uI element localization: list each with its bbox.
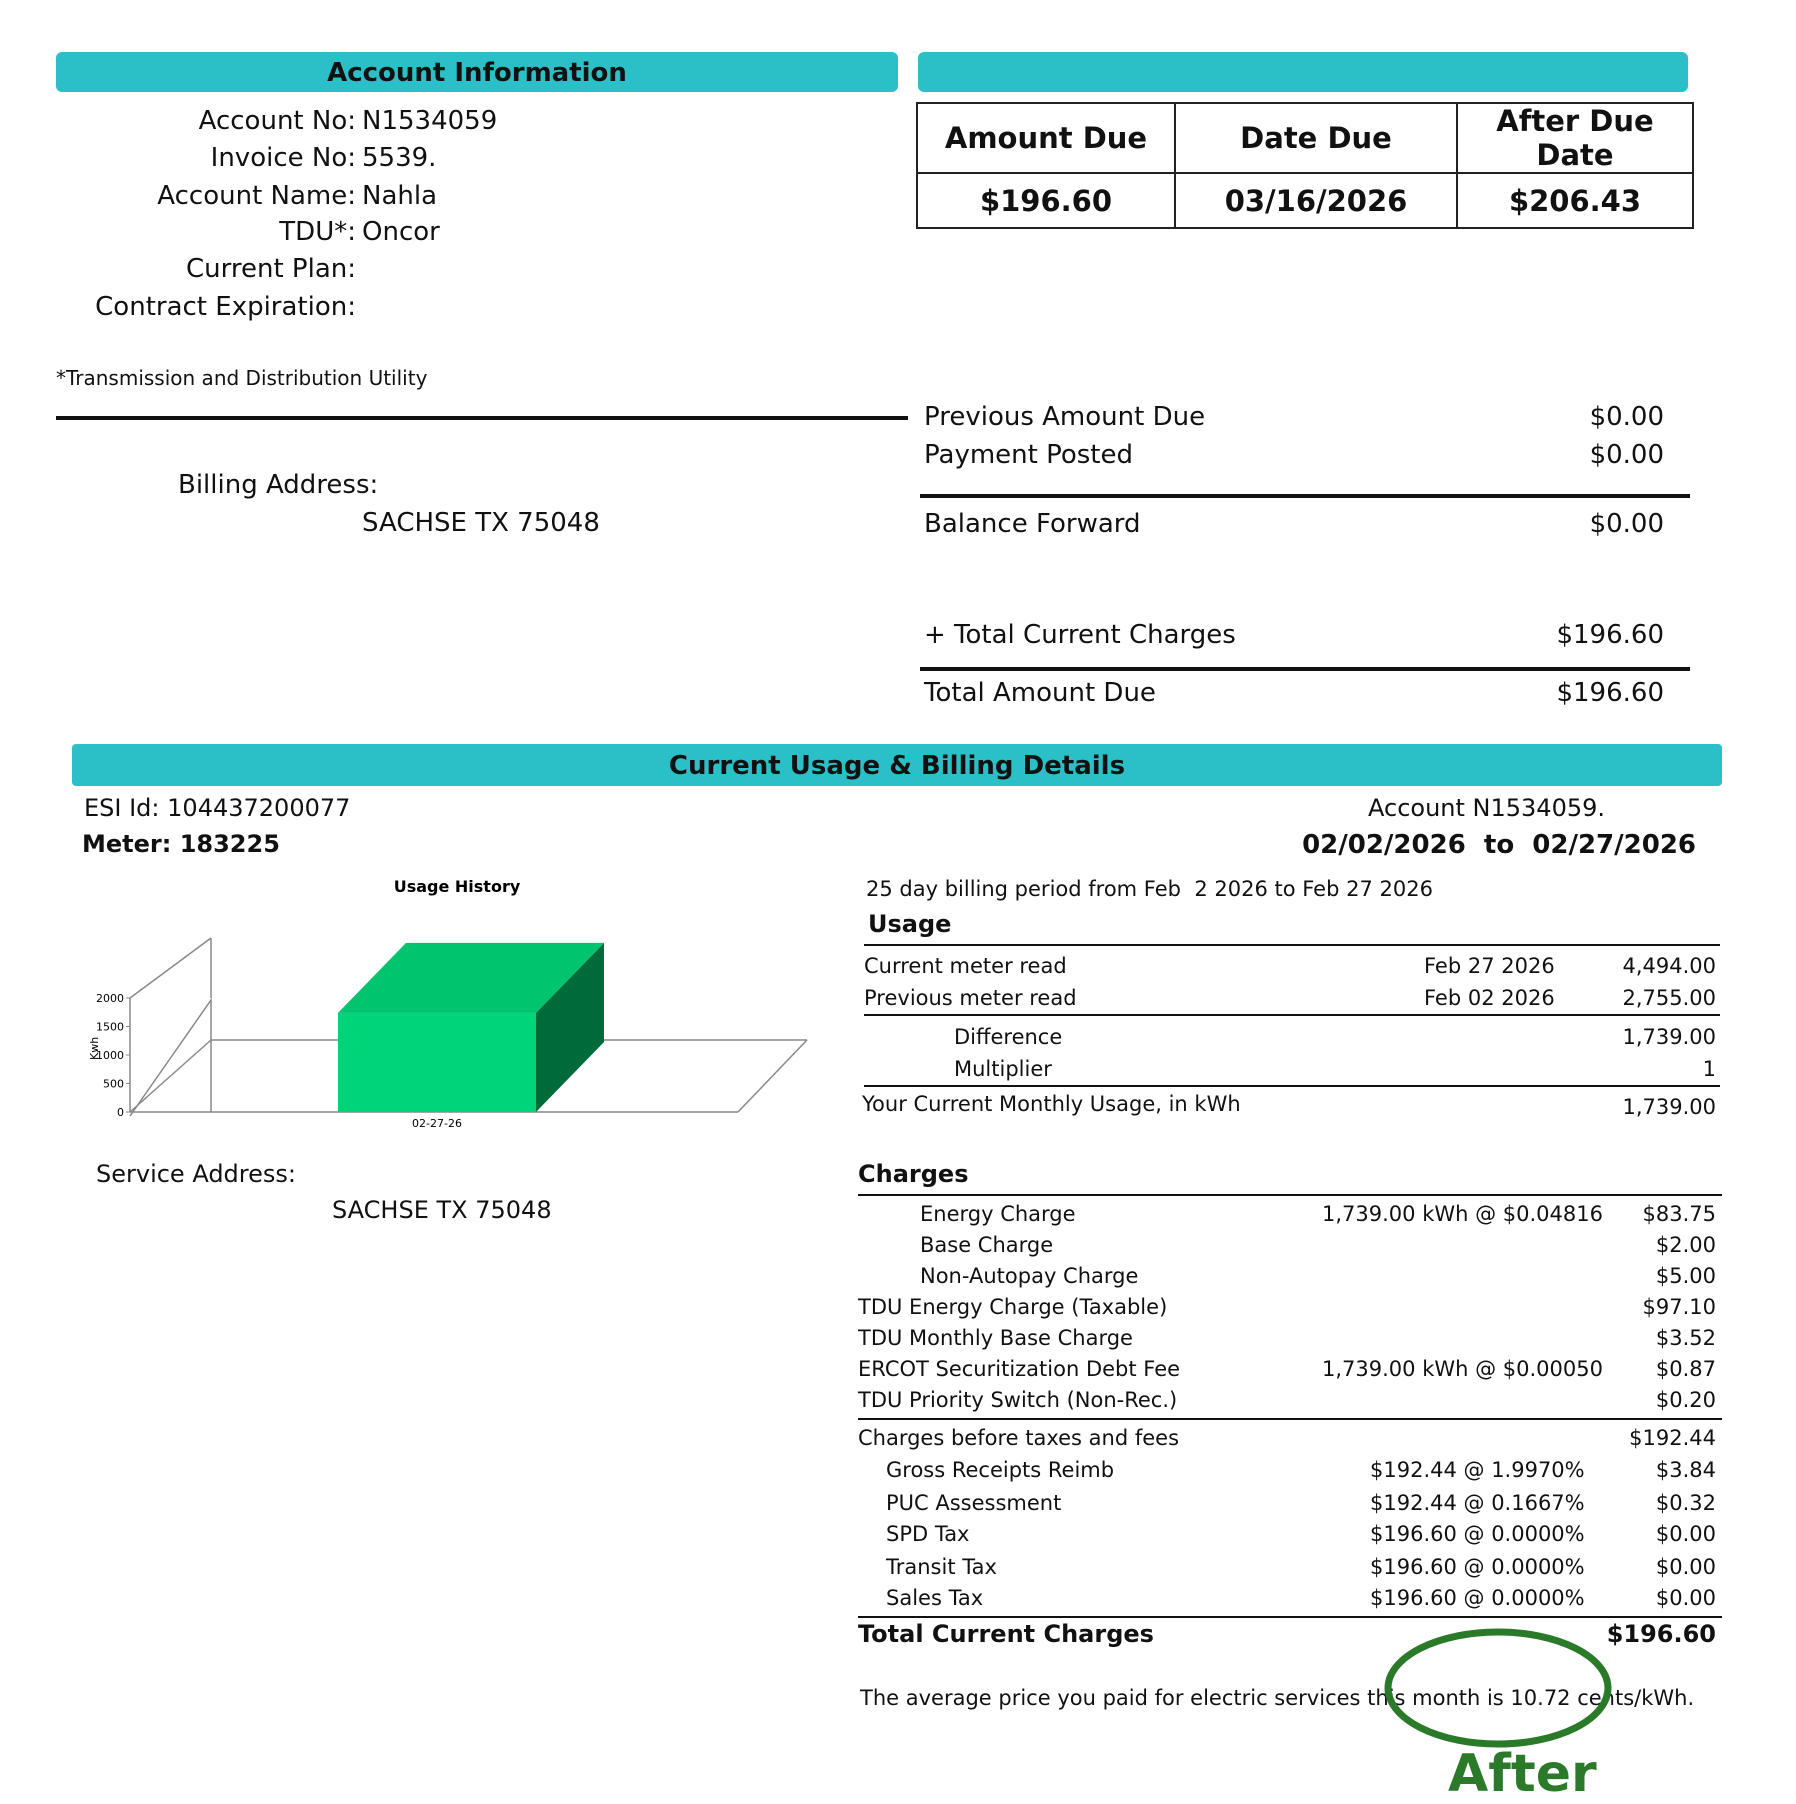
summary-label: Total Amount Due <box>924 678 1156 708</box>
tax-value: $0.00 <box>1655 1522 1716 1546</box>
summary-value: $0.00 <box>1589 440 1664 470</box>
tax-detail: $192.44 @ 0.1667% <box>1370 1491 1585 1515</box>
charge-label: ERCOT Securitization Debt Fee <box>858 1357 1181 1381</box>
summary-value: $0.00 <box>1589 402 1664 432</box>
period-line: 02/02/2026 to 02/27/2026 <box>1302 830 1696 860</box>
y-tick-label: 2000 <box>96 992 124 1005</box>
esi-value: 104437200077 <box>167 794 351 822</box>
tax-detail: $196.60 @ 0.0000% <box>1370 1586 1585 1610</box>
tax-detail: $192.44 @ 1.9970% <box>1370 1458 1585 1482</box>
account-info-header <box>56 52 898 92</box>
tax-label: Gross Receipts Reimb <box>886 1458 1115 1482</box>
charge-label: Non-Autopay Charge <box>920 1264 1139 1288</box>
total-charges-label: Total Current Charges <box>858 1620 1154 1648</box>
chart-frame <box>738 1040 807 1112</box>
charge-label: TDU Monthly Base Charge <box>858 1326 1133 1350</box>
chart-ylabel: Kwh <box>88 1036 101 1060</box>
charge-label: Energy Charge <box>920 1202 1076 1226</box>
account-no-label: Account No: <box>198 106 356 136</box>
current-plan-label: Current Plan: <box>186 254 356 284</box>
y-tick-label: 500 <box>103 1077 124 1091</box>
divider <box>864 944 1720 946</box>
billing-address-line: SACHSE TX 75048 <box>362 508 600 538</box>
divider <box>864 1014 1720 1016</box>
account-no-value: N1534059 <box>362 106 498 136</box>
summary-value: $196.60 <box>1556 678 1664 708</box>
usage-row-value: 1,739.00 <box>1622 1095 1716 1119</box>
tdu-footnote: *Transmission and Distribution Utility <box>56 366 428 390</box>
invoice-no-label: Invoice No: <box>210 143 356 173</box>
account-name-label: Account Name: <box>157 181 356 211</box>
annotation-circle <box>1380 1624 1620 1754</box>
esi-line <box>84 794 350 822</box>
summary-label: Payment Posted <box>924 440 1133 470</box>
divider <box>858 1616 1722 1618</box>
summary-value: $0.00 <box>1589 509 1664 539</box>
tax-value: $0.00 <box>1655 1586 1716 1610</box>
right-header-bar <box>918 52 1688 92</box>
account-info-title: Account Information <box>327 58 627 88</box>
charge-label: TDU Priority Switch (Non-Rec.) <box>858 1388 1178 1412</box>
usage-row-value: 4,494.00 <box>1622 954 1716 978</box>
meter-line <box>82 830 280 858</box>
annotation-label: After <box>1448 1744 1597 1804</box>
usage-section-title: Current Usage & Billing Details <box>668 751 1126 781</box>
due-header-date: Date Due <box>1175 103 1457 173</box>
y-tick-label: 1000 <box>96 1049 124 1062</box>
chart-frame <box>130 938 211 998</box>
tax-detail: $196.60 @ 0.0000% <box>1370 1522 1585 1546</box>
service-address-line: SACHSE TX 75048 <box>332 1196 552 1224</box>
meter-label: Meter: <box>82 830 172 858</box>
y-tick-label: 1500 <box>96 1020 124 1034</box>
summary-label: + Total Current Charges <box>924 620 1236 650</box>
before-taxes-value: $192.44 <box>1629 1426 1716 1450</box>
charge-value: $2.00 <box>1655 1233 1716 1257</box>
usage-heading: Usage <box>868 910 952 938</box>
usage-section-header <box>72 744 1722 786</box>
tdu-label: TDU*: <box>279 217 356 247</box>
usage-row-label: Current meter read <box>864 954 1067 978</box>
usage-row-label: Your Current Monthly Usage, in kWh <box>862 1092 1241 1116</box>
billing-address-label: Billing Address: <box>178 470 379 500</box>
before-taxes-label: Charges before taxes and fees <box>858 1426 1180 1450</box>
usage-row-label: Multiplier <box>954 1057 1052 1081</box>
chart-frame <box>130 1040 211 1112</box>
due-value-after: $206.43 <box>1457 173 1693 228</box>
summary-value: $196.60 <box>1556 620 1664 650</box>
divider <box>858 1194 1722 1196</box>
usage-row-value: 1,739.00 <box>1622 1025 1716 1049</box>
charge-label: Base Charge <box>920 1233 1054 1257</box>
tax-value: $0.00 <box>1655 1555 1716 1579</box>
due-header-after: After Due Date <box>1457 103 1693 173</box>
bar-front <box>338 1013 536 1112</box>
tax-label: Sales Tax <box>886 1586 984 1610</box>
usage-row-label: Previous meter read <box>864 986 1077 1010</box>
x-tick-label: 02-27-26 <box>412 1117 462 1130</box>
account-name-value: Nahla <box>362 181 438 211</box>
y-tick-label: 0 <box>117 1106 124 1119</box>
charge-value: $83.75 <box>1642 1202 1716 1226</box>
usage-row-value: 2,755.00 <box>1622 986 1716 1010</box>
divider <box>920 667 1690 671</box>
tax-label: Transit Tax <box>886 1555 997 1579</box>
charge-value: $0.20 <box>1655 1388 1716 1412</box>
divider <box>56 416 908 420</box>
summary-label: Previous Amount Due <box>924 402 1206 432</box>
usage-row-date: Feb 27 2026 <box>1424 954 1555 978</box>
average-price-text: The average price you paid for electric services this month is 10.72 cents/kWh. <box>860 1686 1695 1710</box>
tdu-value: Oncor <box>362 217 440 247</box>
charge-label: TDU Energy Charge (Taxable) <box>858 1295 1168 1319</box>
charge-value: $5.00 <box>1655 1264 1716 1288</box>
tax-value: $0.32 <box>1655 1491 1716 1515</box>
due-header-amount: Amount Due <box>917 103 1175 173</box>
divider <box>920 494 1690 498</box>
tax-detail: $196.60 @ 0.0000% <box>1370 1555 1585 1579</box>
usage-row-date: Feb 02 2026 <box>1424 986 1555 1010</box>
divider <box>858 1418 1722 1420</box>
account-line: Account N1534059. <box>1368 794 1605 822</box>
usage-row-value: 1 <box>1702 1057 1716 1081</box>
charge-value: $97.10 <box>1642 1295 1716 1319</box>
invoice-no-value: 5539. <box>362 143 437 173</box>
due-value-amount: $196.60 <box>917 173 1175 228</box>
esi-label: ESI Id: <box>84 794 160 822</box>
amount-due-table <box>916 102 1694 229</box>
meter-value: 183225 <box>179 830 280 858</box>
chart-frame <box>130 1000 211 1116</box>
charge-detail: 1,739.00 kWh @ $0.00050 <box>1322 1357 1603 1381</box>
service-address-label: Service Address: <box>96 1160 296 1188</box>
charge-value: $3.52 <box>1655 1326 1716 1350</box>
usage-history-chart <box>80 870 820 1140</box>
total-charges-value: $196.60 <box>1606 1620 1716 1648</box>
due-value-date: 03/16/2026 <box>1175 173 1457 228</box>
divider <box>864 1085 1720 1087</box>
charge-detail: 1,739.00 kWh @ $0.04816 <box>1322 1202 1603 1226</box>
tax-value: $3.84 <box>1655 1458 1716 1482</box>
contract-expiration-label: Contract Expiration: <box>95 292 356 322</box>
charge-value: $0.87 <box>1655 1357 1716 1381</box>
tax-label: PUC Assessment <box>886 1491 1062 1515</box>
tax-label: SPD Tax <box>886 1522 970 1546</box>
charges-heading: Charges <box>858 1160 969 1188</box>
billing-period-text: 25 day billing period from Feb 2 2026 to Feb 27 2026 <box>866 877 1433 901</box>
chart-title: Usage History <box>393 877 521 896</box>
usage-row-label: Difference <box>954 1025 1063 1049</box>
summary-label: Balance Forward <box>924 509 1141 539</box>
